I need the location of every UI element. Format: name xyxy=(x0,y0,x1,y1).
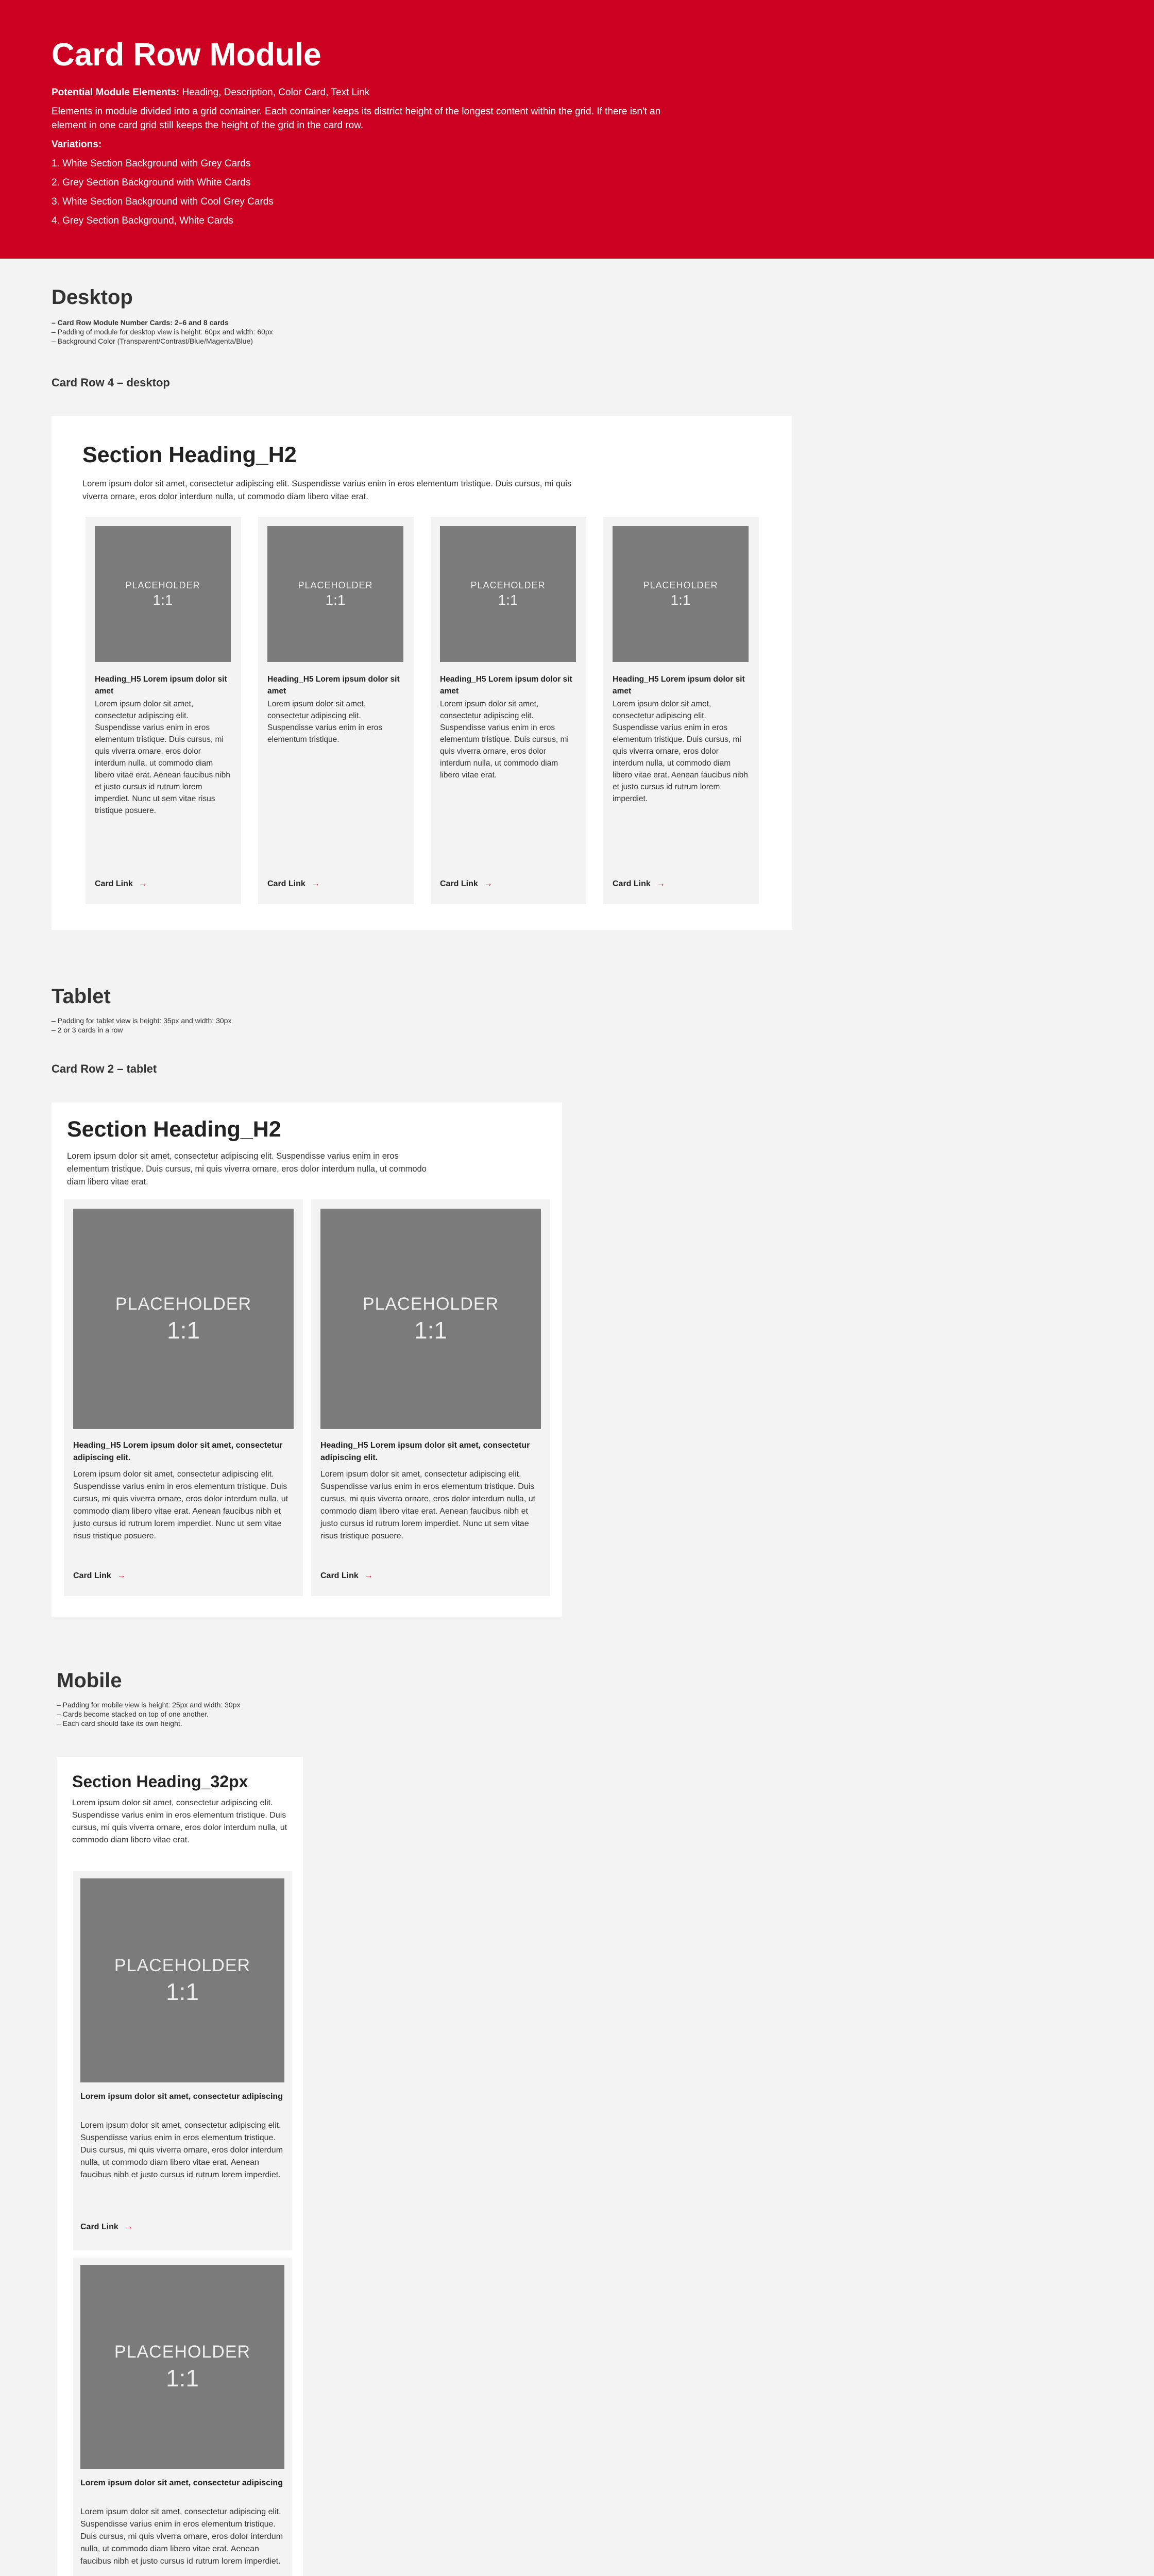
desktop-title: Desktop xyxy=(52,286,133,309)
card-body: Lorem ipsum dolor sit amet, consectetur adipiscing elit. Suspendisse varius enim in eros elementum tristique. Duis cursus, mi quis viverra ornare, eros dolor interdum nulla, ut commodo diam libero vitae erat. Aenean faucibus nibh et justo cursus id rutrum lorem imperdiet. xyxy=(613,700,748,803)
card xyxy=(73,1871,292,2250)
card-link[interactable]: Card Link → xyxy=(267,879,320,888)
desktop-card-row-panel xyxy=(52,416,792,930)
card-body: Lorem ipsum dolor sit amet, consectetur adipiscing elit. Suspendisse varius enim in eros elementum tristique. Duis cursus, mi quis viverra ornare, eros dolor interdum nulla, ut commodo diam libero vitae erat. Aenean faucibus nibh et justo cursus id rutrum lorem imperdiet. xyxy=(80,2121,283,2179)
elements-line xyxy=(52,86,670,99)
card-heading: Heading_H5 Lorem ipsum dolor sit amet xyxy=(267,675,400,696)
mobile-card-row-panel xyxy=(57,1757,303,2576)
variation-item: 2. Grey Section Background with White Cards xyxy=(52,177,251,188)
elements-value: Heading, Description, Color Card, Text Link xyxy=(179,87,370,98)
arrow-right-icon: → xyxy=(139,879,147,888)
tablet-title: Tablet xyxy=(52,985,111,1008)
variations-label: Variations: xyxy=(52,139,102,150)
card-link[interactable]: Card Link → xyxy=(73,1571,126,1580)
card-body: Lorem ipsum dolor sit amet, consectetur adipiscing elit. Suspendisse varius enim in eros elementum tristique. xyxy=(267,700,383,744)
module-description: Elements in module divided into a grid container. Each container keeps its district height of the longest content within the grid. If there isn't an element in one card grid still keeps the height of the grid in the card row. xyxy=(52,106,661,131)
image-placeholder: PLACEHOLDER 1:1 xyxy=(267,526,403,662)
card xyxy=(603,517,759,904)
section-heading: Section Heading_32px xyxy=(72,1772,248,1791)
card-body: Lorem ipsum dolor sit amet, consectetur adipiscing elit. Suspendisse varius enim in eros elementum tristique. Duis cursus, mi quis viverra ornare, eros dolor interdum nulla, ut commodo diam libero vitae erat. Aenean faucibus nibh et justo cursus id rutrum lorem imperdiet. xyxy=(80,2507,283,2566)
card-link[interactable]: Card Link → xyxy=(320,1571,373,1580)
mobile-title: Mobile xyxy=(57,1669,122,1692)
section-description: Lorem ipsum dolor sit amet, consectetur adipiscing elit. Suspendisse varius enim in eros elementum tristique. Duis cursus, mi quis viverra ornare, eros dolor interdum nulla, ut commodo diam libero vitae erat. xyxy=(72,1799,287,1844)
arrow-right-icon: → xyxy=(656,879,665,888)
variation-item: 4. Grey Section Background, White Cards xyxy=(52,215,233,226)
card xyxy=(86,517,241,904)
image-placeholder: PLACEHOLDER 1:1 xyxy=(80,1878,284,2082)
image-placeholder: PLACEHOLDER 1:1 xyxy=(320,1209,541,1429)
card-heading: Heading_H5 Lorem ipsum dolor sit amet, consectetur adipiscing elit. xyxy=(320,1441,530,1462)
desktop-subtitle: Card Row 4 – desktop xyxy=(52,376,170,389)
card-link[interactable]: Card Link → xyxy=(80,2223,133,2231)
image-placeholder: PLACEHOLDER 1:1 xyxy=(440,526,576,662)
section-heading: Section Heading_H2 xyxy=(67,1117,281,1142)
card xyxy=(64,1199,303,1596)
variation-item: 1. White Section Background with Grey Cards xyxy=(52,158,251,169)
card-heading: Heading_H5 Lorem ipsum dolor sit amet xyxy=(95,675,227,696)
card-heading: Heading_H5 Lorem ipsum dolor sit amet, consectetur adipiscing elit. xyxy=(73,1441,283,1462)
arrow-right-icon: → xyxy=(117,1571,126,1580)
card xyxy=(258,517,414,904)
card-heading: Lorem ipsum dolor sit amet, consectetur adipiscing xyxy=(80,2092,283,2101)
card-body: Lorem ipsum dolor sit amet, consectetur adipiscing elit. Suspendisse varius enim in eros elementum tristique. Duis cursus, mi quis viverra ornare, eros dolor interdum nulla, ut commodo diam libero vitae erat. Aenean faucibus nibh et justo cursus id rutrum lorem imperdiet. Nunc ut sem vitae risus tristique posuere. xyxy=(73,1470,288,1540)
elements-label: Potential Module Elements: xyxy=(52,87,180,98)
card-heading: Heading_H5 Lorem ipsum dolor sit amet xyxy=(613,675,745,696)
arrow-right-icon: → xyxy=(311,879,320,888)
card-link[interactable]: Card Link → xyxy=(440,879,493,888)
card-body: Lorem ipsum dolor sit amet, consectetur adipiscing elit. Suspendisse varius enim in eros elementum tristique. Duis cursus, mi quis viverra ornare, eros dolor interdum nulla, ut commodo diam libero vitae erat. Aenean faucibus nibh et justo cursus id rutrum lorem imperdiet. Nunc ut sem vitae risus tristique posuere. xyxy=(95,700,230,815)
tablet-card-row-panel xyxy=(52,1103,562,1617)
card-link[interactable]: Card Link → xyxy=(95,879,147,888)
section-heading: Section Heading_H2 xyxy=(82,443,297,467)
arrow-right-icon: → xyxy=(124,2223,133,2231)
module-header xyxy=(0,0,1154,259)
image-placeholder: PLACEHOLDER 1:1 xyxy=(80,2265,284,2469)
card-body: Lorem ipsum dolor sit amet, consectetur adipiscing elit. Suspendisse varius enim in eros elementum tristique. Duis cursus, mi quis viverra ornare, eros dolor interdum nulla, ut commodo diam libero vitae erat. Aenean faucibus nibh et justo cursus id rutrum lorem imperdiet. Nunc ut sem vitae risus tristique posuere. xyxy=(320,1470,536,1540)
card-link[interactable]: Card Link → xyxy=(613,879,665,888)
section-description: Lorem ipsum dolor sit amet, consectetur adipiscing elit. Suspendisse varius enim in eros elementum tristique. Duis cursus, mi quis viverra ornare, eros dolor interdum nulla, ut commodo diam libero vitae erat. xyxy=(82,479,572,501)
variation-item: 3. White Section Background with Cool Grey Cards xyxy=(52,196,274,207)
image-placeholder: PLACEHOLDER 1:1 xyxy=(613,526,749,662)
card-heading: Lorem ipsum dolor sit amet, consectetur adipiscing xyxy=(80,2479,283,2487)
section-description: Lorem ipsum dolor sit amet, consectetur adipiscing elit. Suspendisse varius enim in eros elementum tristique. Duis cursus, mi quis viverra ornare, eros dolor interdum nulla, ut commodo diam libero vitae erat. xyxy=(67,1151,427,1187)
image-placeholder: PLACEHOLDER 1:1 xyxy=(73,1209,294,1429)
arrow-right-icon: → xyxy=(484,879,493,888)
arrow-right-icon: → xyxy=(364,1571,373,1580)
card-heading: Heading_H5 Lorem ipsum dolor sit amet xyxy=(440,675,572,696)
tablet-subtitle: Card Row 2 – tablet xyxy=(52,1062,157,1075)
mobile-notes: – Padding for mobile view is height: 25px and width: 30px – Cards become stacked on top of one another. – Each card should take its own height. xyxy=(57,1701,241,1727)
tablet-notes: – Padding for tablet view is height: 35px and width: 30px – 2 or 3 cards in a row xyxy=(52,1016,232,1034)
card-body: Lorem ipsum dolor sit amet, consectetur adipiscing elit. Suspendisse varius enim in eros elementum tristique. Duis cursus, mi quis viverra ornare, eros dolor interdum nulla, ut commodo diam libero vitae erat. xyxy=(440,700,569,779)
card xyxy=(73,2258,292,2576)
page-title: Card Row Module xyxy=(52,37,321,73)
card xyxy=(431,517,586,904)
image-placeholder: PLACEHOLDER 1:1 xyxy=(95,526,231,662)
desktop-notes: – Card Row Module Number Cards: 2–6 and 8 cards – Padding of module for desktop view is height: 60px and width: 60px – Background Color (Transparent/Contrast/Blue/Magenta/Blue) xyxy=(52,318,273,345)
card xyxy=(311,1199,550,1596)
